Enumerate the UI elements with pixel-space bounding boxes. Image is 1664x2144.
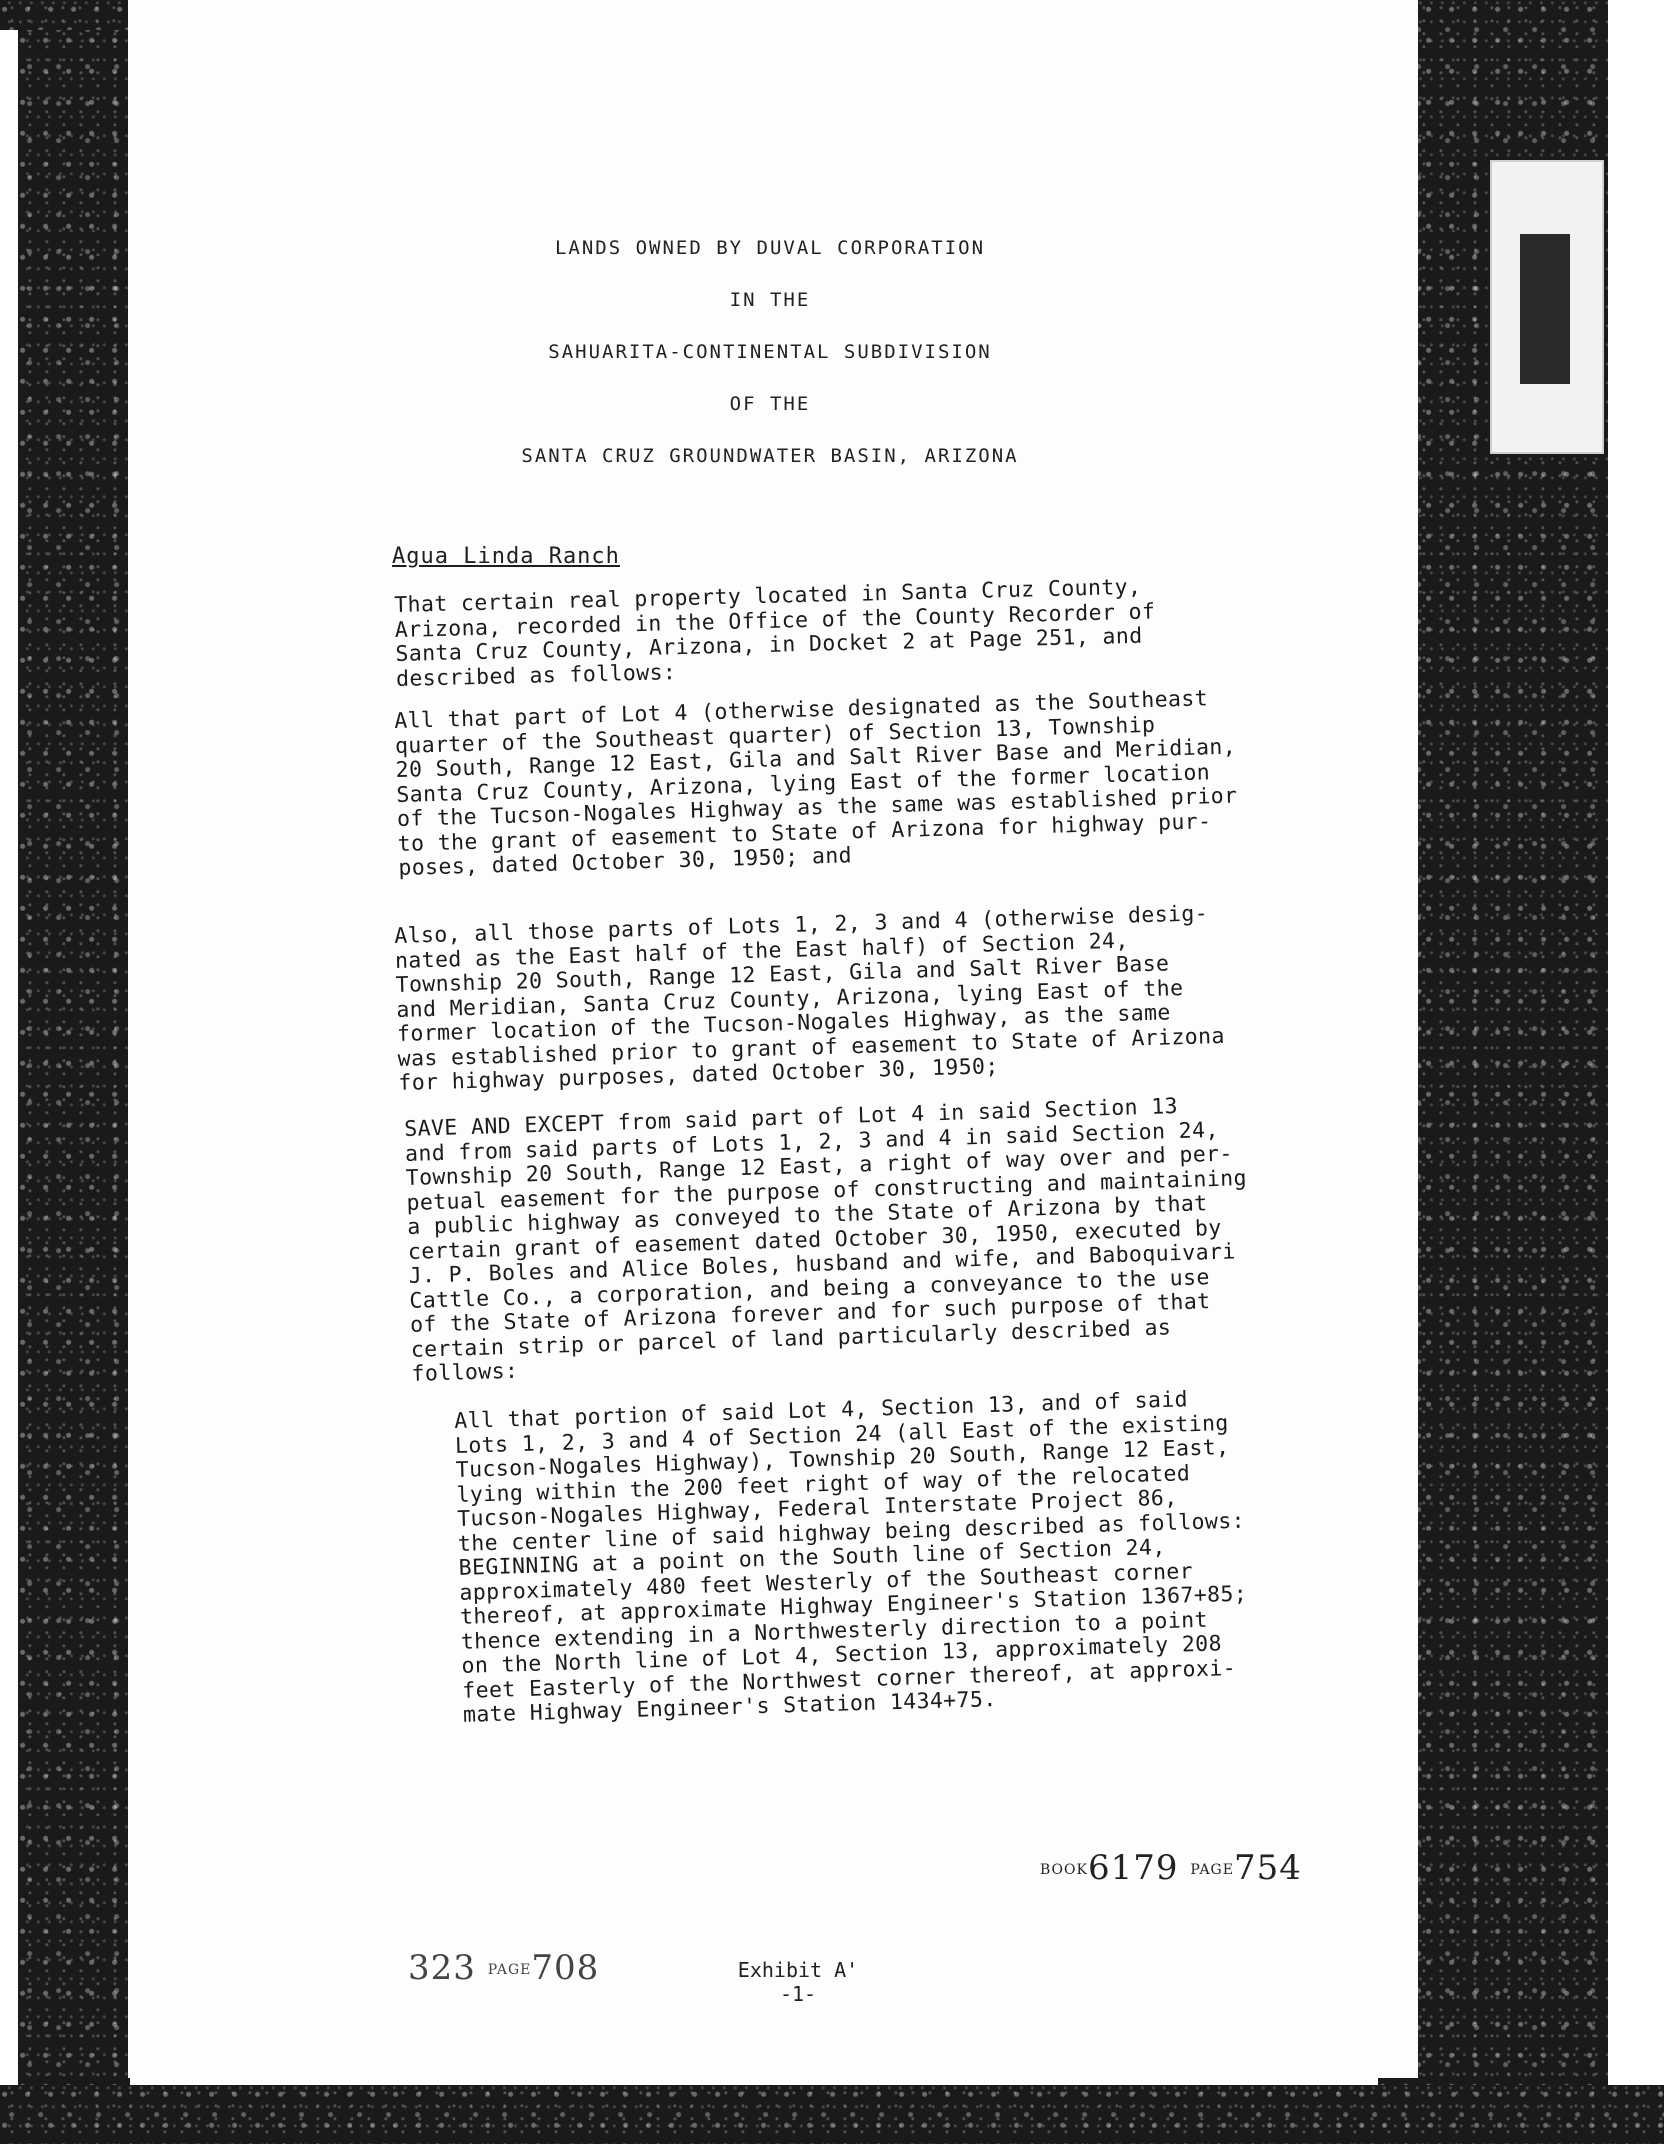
paragraph-lots-1-4: Also, all those parts of Lots 1, 2, 3 and 4 (otherwise desig- nated as the East half of the East half) of Section 24, Township 20 South, Range 12 East, Gila and Salt River Base and Meridian, Santa Cruz County, Arizona, lying East of the former location of the Tucson-Nogales Highway, as the same was established prior to grant of easement to State of Arizona for highway purposes, dated October 30, 1950; xyxy=(393,901,1226,1096)
heading-line-1: LANDS OWNED BY DUVAL CORPORATION xyxy=(554,237,986,259)
paragraph-save-and-except: SAVE AND EXCEPT from said part of Lot 4 in said Section 13 and from said parts of Lots 1, 2, 3 and 4 in said Section 24, Township 20 South, Range 12 East, a right of way over and per- petual easement for the purpose of constructing and maintaining a public highway as conveyed to the State of Arizona by that certain grant of easement dated October 30, 1950, executed by J. P. Boles and Alice Boles, husband and wife, and Baboquivari Cattle Co., a corporation, and being a conveyance to the use of the State of Arizona forever and for such purpose of that certain strip or parcel of land particularly described as follows: xyxy=(403,1094,1248,1387)
docket-number: 323 xyxy=(408,1948,476,1988)
docket-page-number: 708 xyxy=(531,1948,600,1988)
book-page-label: PAGE xyxy=(1190,1862,1234,1878)
heading-line-4: OF THE xyxy=(729,393,811,415)
file-label-strip xyxy=(1490,160,1604,454)
book-page-number: 754 xyxy=(1233,1848,1302,1888)
docket-page-label: PAGE xyxy=(487,1962,532,1978)
document-heading xyxy=(440,222,1100,482)
paragraph-highway-description: All that portion of said Lot 4, Section 13, and of said Lots 1, 2, 3 and 4 of Section 24 (all East of the existing Tucson-Nogales Highway), Township 20 South, Range 12 East, lying within the 200 feet right of way of the relocated Tucson-Nogales Highway, Federal Interstate Project 86, the center line of said highway being described as follows: BEGINNING at a point on the South line of Section 24, approximately 480 feet Westerly of the Southeast corner thereof, at approximate Highway Engineer's Station 1367+85; thence extending in a Northwesterly direction to a point on the North line of Lot 4, Section 13, approximately 208 feet Easterly of the Northwest corner thereof, at approxi- mate Highway Engineer's Station 1434+75. xyxy=(453,1387,1248,1728)
page-number: -1- xyxy=(779,1982,817,2006)
exhibit-title: Exhibit A' xyxy=(737,1958,859,1982)
heading-line-5: SANTA CRUZ GROUNDWATER BASIN, ARIZONA xyxy=(521,445,1019,467)
book-number: 6179 xyxy=(1087,1848,1179,1888)
exhibit-label xyxy=(708,1958,888,2006)
book-label: BOOK xyxy=(1040,1862,1088,1878)
section-title: Agua Linda Ranch xyxy=(392,544,620,569)
paragraph-recording: That certain real property located in Santa Cruz County, Arizona, recorded in the Office of the County Recorder of Santa Cruz County, Arizona, in Docket 2 at Page 251, and described as follows: xyxy=(393,574,1156,692)
docket-page-stamp xyxy=(408,1948,599,1988)
scan-border-bottom xyxy=(0,2085,1664,2144)
scan-border-top-left xyxy=(0,0,135,30)
heading-line-3: SAHUARITA-CONTINENTAL SUBDIVISION xyxy=(548,341,992,363)
scan-border-left xyxy=(18,0,130,2144)
paragraph-lot-4: All that part of Lot 4 (otherwise designated as the Southeast quarter of the Southeast quarter) of Section 13, Township 20 South, Range 12 East, Gila and Salt River Base and Meridian, Santa Cruz County, Arizona, lying East of the former location of the Tucson-Nogales Highway as the same was established prior to the grant of easement to State of Arizona for highway pur- poses, dated October 30, 1950; and xyxy=(393,686,1238,881)
book-page-stamp xyxy=(1040,1848,1302,1888)
heading-line-2: IN THE xyxy=(729,289,811,311)
